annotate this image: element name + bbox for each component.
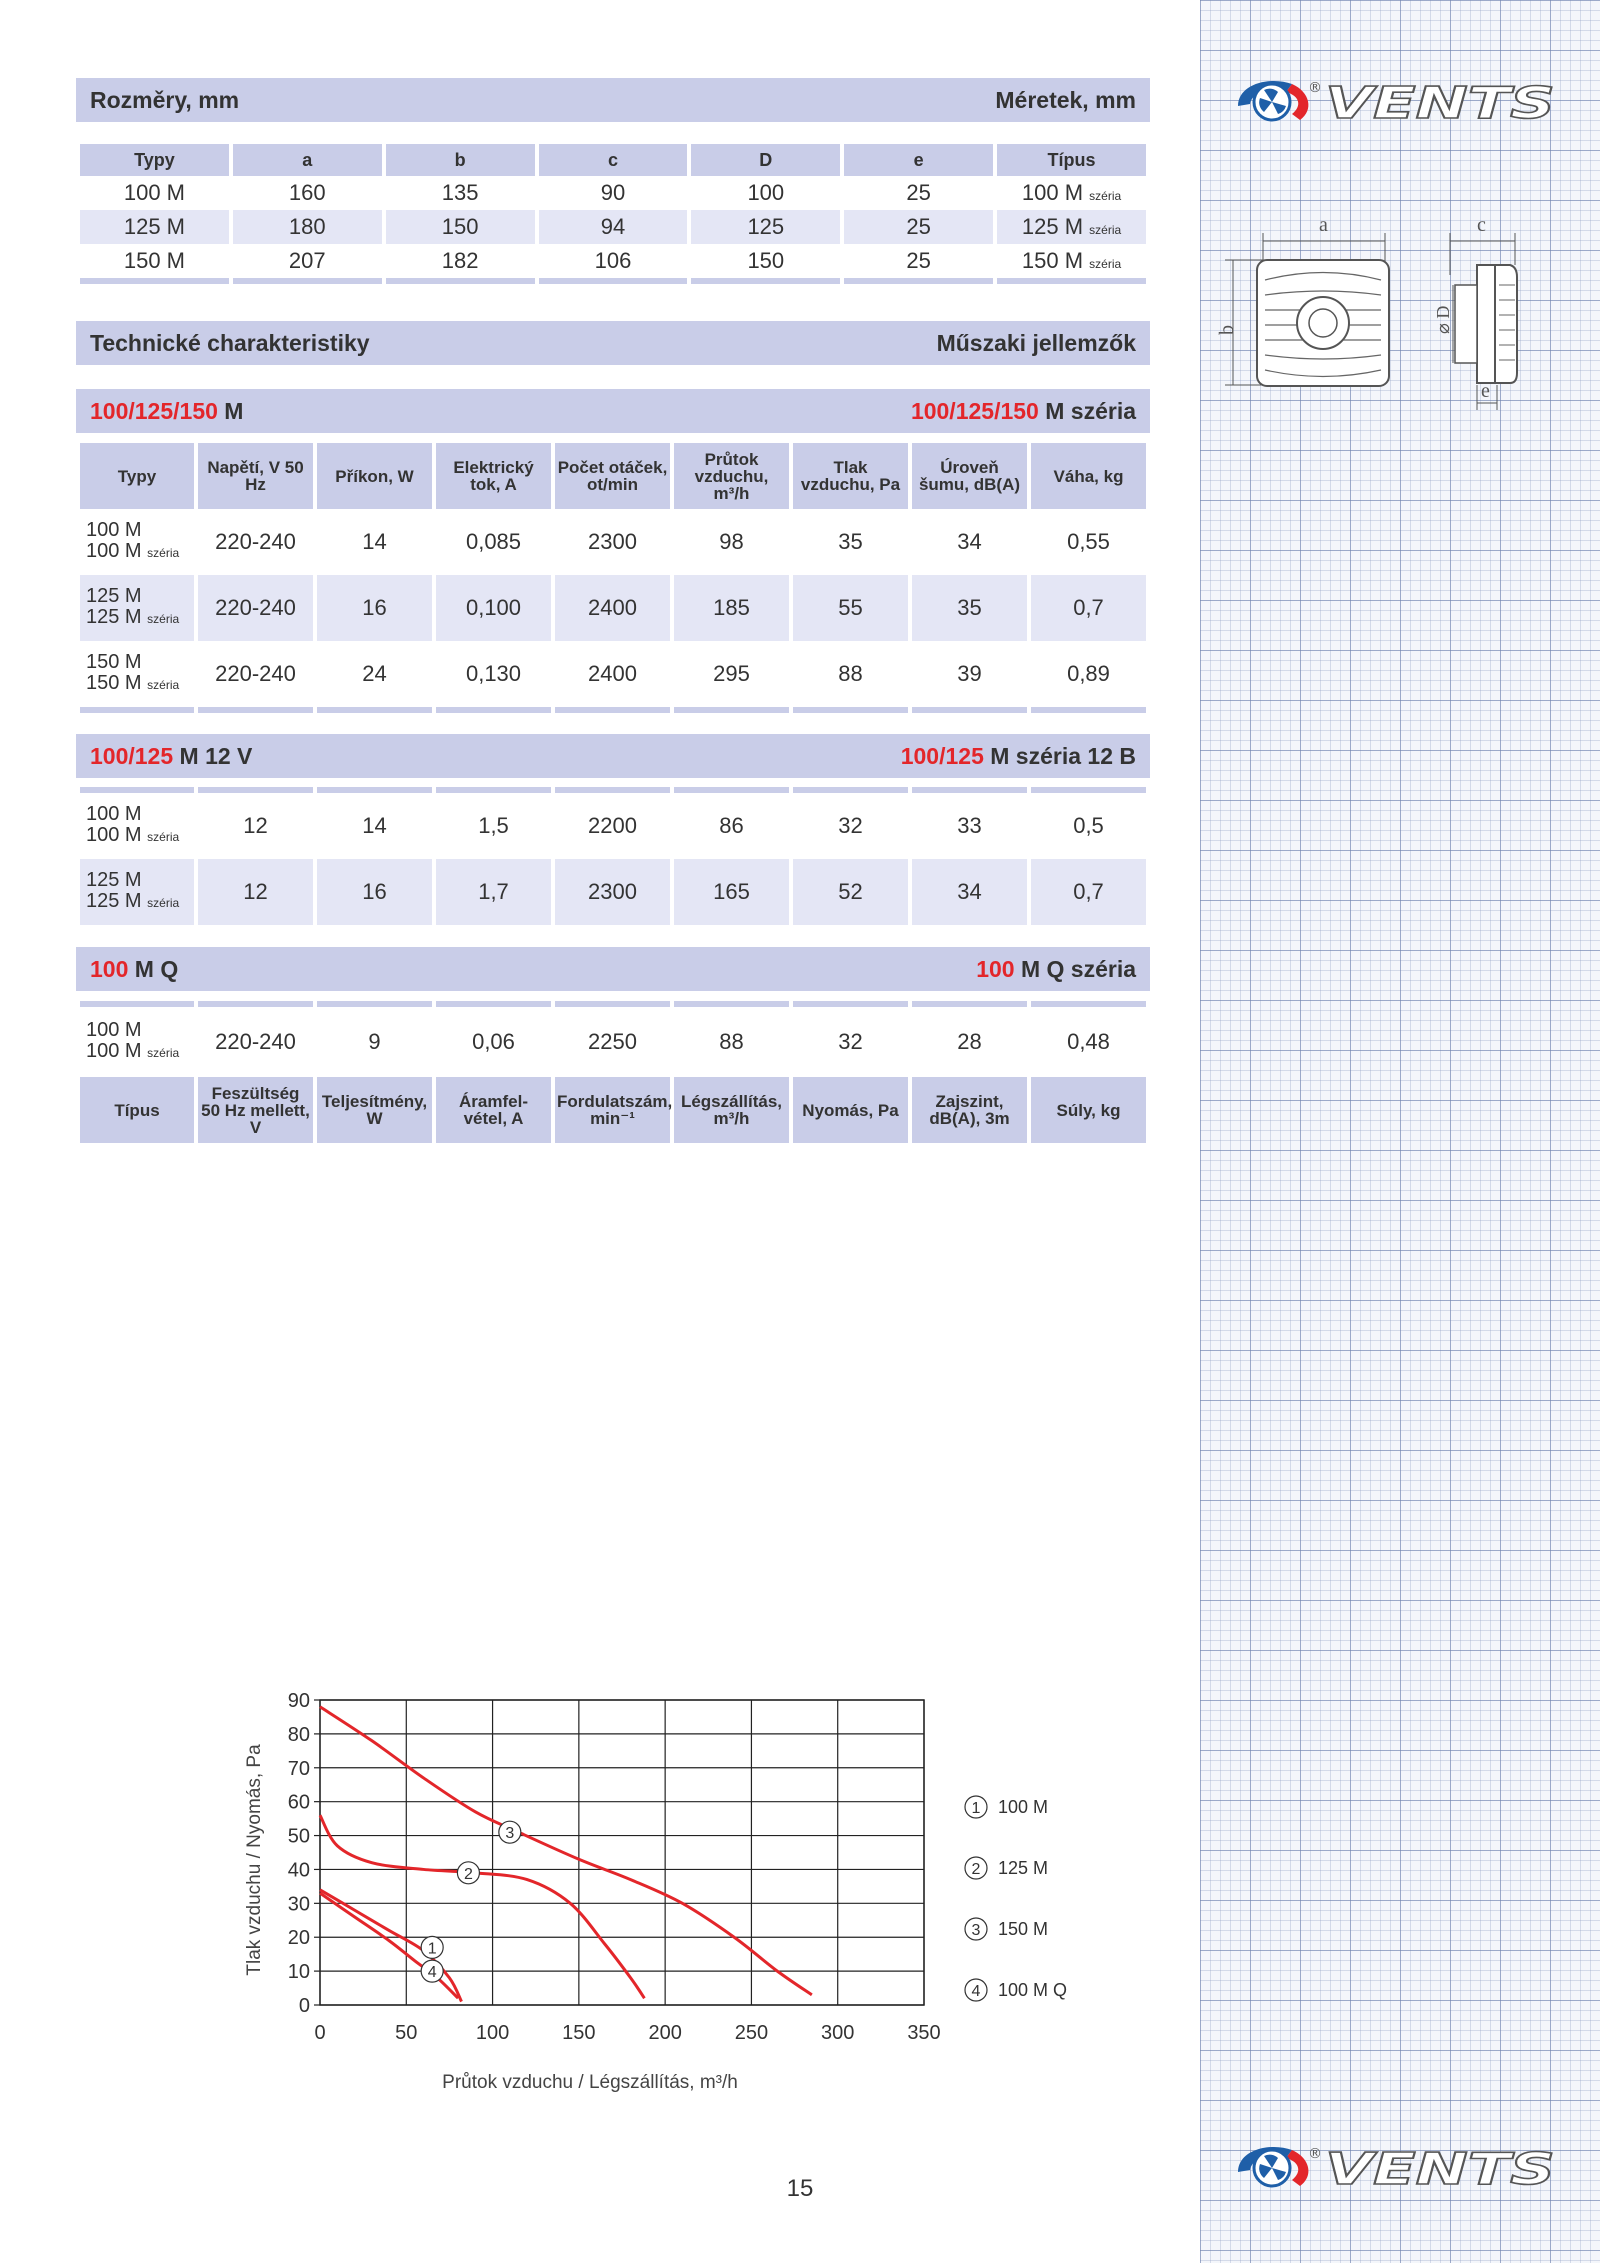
y-tick-label: 30 (287, 1893, 310, 1916)
footer-header: Áramfel-vétel, A (436, 1077, 551, 1143)
table-cell: 220-240 (215, 1029, 296, 1054)
group1-title-right: 100/125/150 M széria (910, 397, 1136, 424)
table-cell: 0,7 (1031, 859, 1146, 925)
table-cell: 94 (539, 210, 688, 244)
tech-header: Napětí, V 50 Hz (198, 443, 313, 509)
tech-header: Úroveň šumu, dB(A) (912, 443, 1027, 509)
model-cell: 150 M 150 M széria (86, 651, 180, 694)
table-cell: 2400 (588, 661, 637, 686)
group1-title-left: 100/125/150 M (90, 397, 244, 424)
table-cell: 55 (793, 575, 908, 641)
vents-logo-top (1230, 70, 1570, 130)
footer-header: Teljesítmény, W (317, 1077, 432, 1143)
table-cell: 52 (793, 859, 908, 925)
table-cell: 34 (957, 529, 982, 554)
tech-table-group3 (76, 1001, 1150, 1143)
dim-e-label: e (1481, 380, 1490, 402)
registered-mark: ® (1308, 80, 1322, 96)
page-number: 15 (786, 2175, 814, 2202)
table-row (80, 859, 1146, 925)
group2-title-bar (76, 734, 1150, 778)
pressure-flow-chart (230, 1680, 1110, 2110)
table-divider (80, 707, 1146, 713)
model-cell: 125 M 125 M széria (80, 575, 194, 641)
table-cell: 100 M (123, 180, 185, 205)
tech-header: Příkon, W (317, 443, 432, 509)
chart-grid (314, 1700, 924, 2005)
dim-header: a (233, 144, 382, 176)
y-tick-label: 50 (287, 1825, 310, 1848)
vents-logo-bottom (1230, 2136, 1570, 2196)
tech-header: Typy (80, 443, 194, 509)
tech-header: Průtok vzduchu, m³/h (674, 443, 789, 509)
dimensions-title-hu: Méretek, mm (995, 86, 1136, 113)
table-cell: 207 (288, 248, 326, 273)
dim-header: D (691, 144, 840, 176)
legend-marker-number: 2 (971, 1861, 981, 1878)
tech-header: Tlak vzduchu, Pa (793, 443, 908, 509)
chart-legend (965, 1796, 1067, 2001)
table-cell: 12 (243, 813, 268, 838)
table-cell: 165 (674, 859, 789, 925)
dim-header: e (844, 144, 993, 176)
table-cell: 33 (957, 813, 982, 838)
dim-c-label: c (1477, 214, 1486, 236)
table-cell: 88 (838, 661, 863, 686)
table-row (80, 793, 1146, 859)
group3-title-right: 100 M Q széria (976, 955, 1136, 982)
table-cell: 90 (600, 180, 626, 205)
x-tick-label: 250 (734, 2022, 769, 2044)
x-tick-label: 200 (648, 2022, 682, 2044)
table-cell: 0,89 (1067, 661, 1110, 686)
curve-marker-number: 3 (505, 1825, 515, 1843)
model-cell: 100 M 100 M széria (86, 519, 180, 562)
table-row (80, 244, 1146, 278)
table-cell: 150 (747, 248, 785, 273)
table-row (80, 575, 1146, 641)
legend-marker-number: 3 (971, 1922, 981, 1939)
legend-label: 100 M (998, 1797, 1049, 1817)
table-cell: 2250 (588, 1029, 637, 1054)
group1-title-bar (76, 389, 1150, 433)
table-cell: 150 (386, 210, 535, 244)
table-cell (997, 244, 1146, 278)
table-cell: 32 (838, 813, 863, 838)
table-cell: 150 M (123, 248, 185, 273)
table-cell: 9 (368, 1029, 381, 1054)
footer-header: Légszállítás, m³/h (674, 1077, 789, 1143)
tech-title-cz: Technické charakteristiky (90, 329, 370, 356)
x-tick-label: 0 (314, 2022, 326, 2044)
curve-marker-number: 2 (463, 1865, 473, 1883)
table-cell: 1,5 (478, 813, 509, 838)
tech-title-bar (76, 321, 1150, 365)
dim-header: c (539, 144, 688, 176)
table-cell: 220-240 (215, 661, 296, 686)
table-cell: 14 (362, 813, 387, 838)
model-cell: 100 M 100 M széria (86, 803, 180, 846)
table-cell: 295 (713, 661, 750, 686)
model-name: 100 M (1021, 180, 1084, 205)
y-tick-label: 20 (287, 1927, 310, 1950)
y-tick-label: 40 (287, 1859, 310, 1882)
table-cell: 34 (912, 859, 1027, 925)
table-cell: 2400 (555, 575, 670, 641)
y-tick-label: 90 (287, 1690, 310, 1712)
footer-header: Típus (80, 1077, 194, 1143)
table-cell: 0,55 (1067, 529, 1110, 554)
dimensions-table (76, 144, 1150, 284)
footer-header: Feszültség 50 Hz mellett, V (198, 1077, 313, 1143)
x-tick-label: 50 (395, 2022, 418, 2044)
x-tick-label: 150 (562, 2022, 596, 2044)
dim-header: Typy (80, 144, 229, 176)
brand-name: VENTS (1325, 2144, 1555, 2195)
y-tick-label: 10 (287, 1961, 310, 1984)
table-cell: 125 (691, 210, 840, 244)
series-suffix: széria (1089, 223, 1122, 237)
dimensions-title-cz: Rozměry, mm (90, 86, 240, 113)
dim-header: Típus (997, 144, 1146, 176)
dim-D-label: ⌀ D (1433, 305, 1453, 334)
table-cell: 0,5 (1073, 813, 1104, 838)
x-tick-label: 350 (907, 2022, 941, 2044)
table-cell: 160 (288, 180, 326, 205)
footer-header: Súly, kg (1031, 1077, 1146, 1143)
table-cell: 2300 (588, 529, 637, 554)
table-cell: 25 (844, 210, 993, 244)
table-cell: 220-240 (198, 575, 313, 641)
legend-label: 125 M (998, 1858, 1049, 1878)
x-tick-label: 300 (821, 2022, 855, 2044)
table-cell: 86 (719, 813, 744, 838)
y-tick-label: 0 (298, 1995, 310, 2017)
model-cell: 100 M 100 M széria (86, 1019, 180, 1062)
table-cell: 182 (441, 248, 479, 273)
y-tick-label: 60 (287, 1791, 310, 1814)
table-cell: 2300 (555, 859, 670, 925)
group3-title-bar (76, 947, 1150, 991)
table-cell: 25 (906, 248, 931, 273)
fan-dimension-drawing (1215, 205, 1565, 425)
table-cell: 2200 (588, 813, 637, 838)
tech-header: Počet otáček, ot/min (555, 443, 670, 509)
group2-title-left: 100/125 M 12 V (90, 742, 253, 769)
table-cell: 35 (838, 529, 863, 554)
group2-title-right: 100/125 M széria 12 B (900, 742, 1136, 769)
table-cell: 0,100 (436, 575, 551, 641)
tech-table-group2 (76, 787, 1150, 925)
table-cell: 14 (362, 529, 387, 554)
footer-header: Fordulatszám, min⁻¹ (555, 1077, 670, 1143)
table-row (80, 210, 1146, 244)
dim-header: b (386, 144, 535, 176)
table-row (80, 176, 1146, 210)
legend-label: 100 M Q (998, 1980, 1068, 2000)
fan-icon (1238, 81, 1308, 120)
tech-table-group1 (76, 443, 1150, 713)
table-cell: 98 (719, 529, 744, 554)
series-suffix: széria (1089, 257, 1122, 271)
table-cell: 0,130 (465, 661, 522, 686)
table-cell: 100 (747, 180, 785, 205)
brand-name: VENTS (1325, 78, 1555, 129)
x-tick-label: 100 (475, 2022, 510, 2044)
table-cell: 106 (594, 248, 632, 273)
table-cell: 39 (957, 661, 982, 686)
legend-marker-number: 1 (971, 1800, 981, 1817)
table-cell: 88 (719, 1029, 744, 1054)
table-cell: 0,48 (1067, 1029, 1110, 1054)
tech-header: Váha, kg (1031, 443, 1146, 509)
model-cell: 125 M 125 M széria (80, 859, 194, 925)
table-cell: 0,7 (1031, 575, 1146, 641)
dimensions-title-bar (76, 78, 1150, 122)
table-cell: 16 (317, 859, 432, 925)
dim-b-label: b (1216, 325, 1238, 335)
table-cell (997, 210, 1146, 244)
table-cell: 180 (233, 210, 382, 244)
table-row (80, 641, 1146, 707)
footer-header: Nyomás, Pa (793, 1077, 908, 1143)
table-cell: 1,7 (436, 859, 551, 925)
model-name: 125 M (1021, 214, 1084, 239)
table-cell: 35 (912, 575, 1027, 641)
registered-mark: ® (1308, 2146, 1322, 2162)
table-cell: 32 (838, 1029, 863, 1054)
table-cell: 25 (906, 180, 931, 205)
dim-a-label: a (1319, 214, 1328, 236)
footer-header: Zajszint, dB(A), 3m (912, 1077, 1027, 1143)
model-name: 150 M (1021, 248, 1084, 273)
y-axis-label: Tlak vzduchu / Nyomás, Pa (244, 1744, 265, 1976)
y-tick-label: 70 (287, 1757, 310, 1780)
table-cell: 28 (957, 1029, 982, 1054)
x-axis-label: Průtok vzduchu / Légszállítás, m³/h (442, 2072, 738, 2093)
footer-header-row (80, 1077, 1146, 1143)
table-cell: 220-240 (215, 529, 296, 554)
table-cell: 0,06 (472, 1029, 515, 1054)
table-row (80, 1007, 1146, 1077)
tech-title-hu: Műszaki jellemzők (936, 329, 1136, 356)
group3-title-left: 100 M Q (90, 955, 179, 982)
legend-label: 150 M (998, 1919, 1049, 1939)
legend-marker-number: 4 (971, 1983, 981, 2000)
table-cell: 135 (441, 180, 479, 205)
y-tick-label: 80 (287, 1723, 310, 1746)
tech-header: Elektrický tok, A (436, 443, 551, 509)
curve-marker-number: 4 (427, 1964, 437, 1982)
table-row (80, 509, 1146, 575)
table-divider (80, 278, 1146, 284)
table-cell: 185 (674, 575, 789, 641)
fan-icon (1238, 2147, 1308, 2186)
table-cell: 16 (317, 575, 432, 641)
table-cell: 125 M (80, 210, 229, 244)
curve-marker-number: 1 (427, 1940, 437, 1958)
table-cell: 12 (198, 859, 313, 925)
series-suffix: széria (1089, 189, 1122, 203)
table-cell (997, 176, 1146, 210)
table-cell: 24 (362, 661, 387, 686)
table-cell: 0,085 (465, 529, 522, 554)
